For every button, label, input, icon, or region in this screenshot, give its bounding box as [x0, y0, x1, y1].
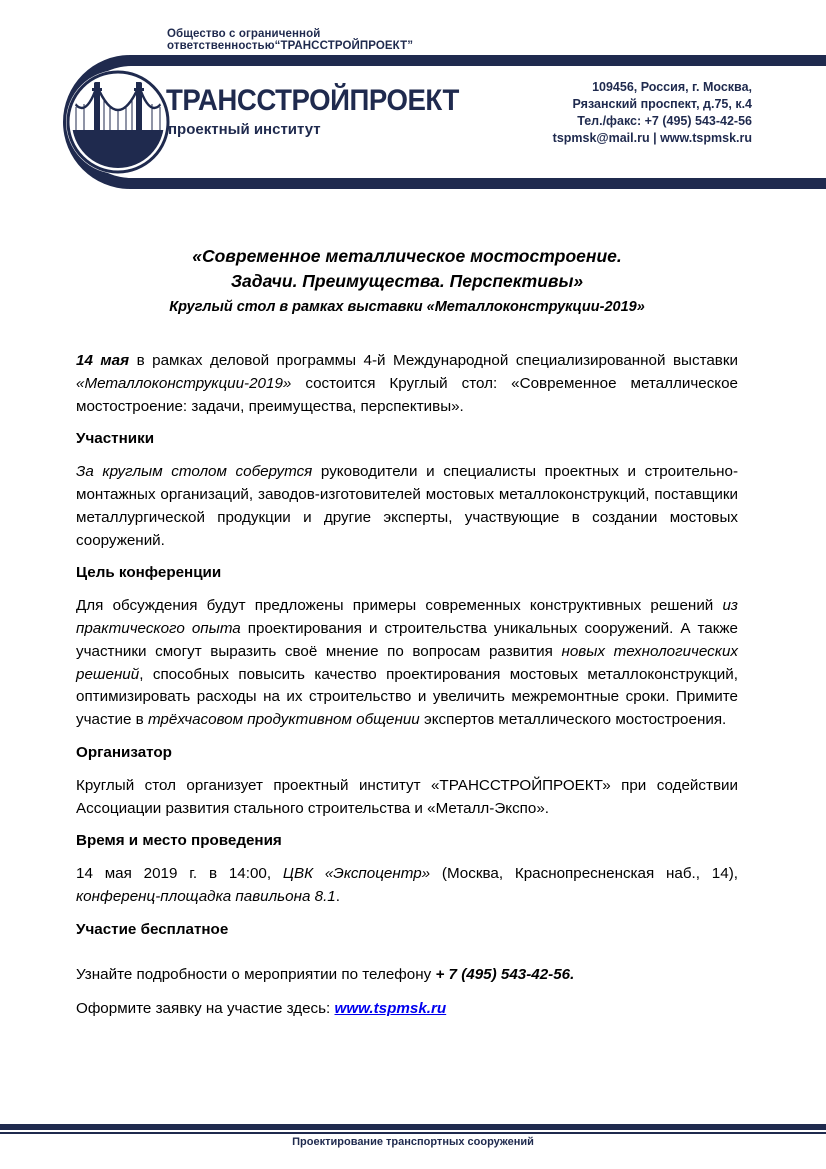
goal-text-3: , способных повысить качество проектирования мостовых металлоконструкций, оптимизировать расходы на их строительство и увеличить межремонтные сроки. Примите участие в	[76, 665, 738, 729]
goal-text-2: проектирования и строительства уникальных сооружений. А также участники смогут выразить своё мнение по вопросам развития	[76, 619, 738, 660]
venue-heading: Время и место проведения	[76, 832, 282, 850]
title-line-2: Задачи. Преимущества. Перспективы»	[230, 271, 584, 291]
brand-subtitle: проектный институт	[168, 121, 321, 138]
goal-italic-1: из практического опыта	[76, 597, 738, 637]
venue-text-3: .	[335, 887, 340, 905]
separator: |	[653, 131, 657, 145]
footer-rule-thin	[0, 1132, 826, 1134]
participants-lead: За круглым столом соберутся	[76, 463, 313, 481]
intro-paragraph	[76, 350, 738, 418]
email-web-line	[553, 130, 752, 147]
bridge-logo-icon	[66, 72, 170, 176]
goal-italic-2: новых технологических решений	[76, 642, 738, 683]
contact-block	[553, 79, 752, 147]
venue-italic-1: ЦВК «Экспоцентр»	[282, 865, 431, 883]
goal-heading: Цель конференции	[76, 564, 222, 582]
event-phone: + 7 (495) 543-42-56.	[435, 965, 575, 983]
venue-text-2: (Москва, Краснопресненская наб., 14),	[430, 865, 738, 883]
free-heading: Участие бесплатное	[76, 920, 229, 938]
title-block	[76, 244, 738, 320]
intro-text-1: в рамках деловой программы 4-й Международной специализированной выставки	[129, 352, 738, 369]
register-link[interactable]: www.tspmsk.ru	[334, 1000, 447, 1018]
intro-date: 14 мая	[76, 352, 130, 369]
website-link[interactable]: www.tspmsk.ru	[660, 131, 752, 145]
subtitle: Круглый стол в рамках выставки «Металлоконструкции-2019»	[169, 299, 645, 315]
goal-text-1: Для обсуждения будут предложены примеры современных конструктивных решений	[76, 597, 723, 615]
footer-text: Проектирование транспортных сооружений	[292, 1136, 534, 1148]
register-text: Оформите заявку на участие здесь:	[76, 1000, 335, 1018]
participants-paragraph	[76, 461, 738, 552]
company-full-name: Общество с ограниченной ответственностью“ТРАНССТРОЙПРОЕКТ”	[167, 28, 414, 52]
venue-paragraph	[76, 863, 738, 909]
participants-text: руководители и специалисты проектных и строительно-монтажных организаций, заводов-изготовителей мостовых металлоконструкций, поставщики металлургической продукции и другие эксперты, участвующие в создании мостовых сооружений.	[76, 463, 738, 549]
intro-text-2: состоится Круглый стол: «Современное металлическое мостостроение: задачи, преимущества, перспективы».	[76, 374, 738, 415]
title-line-1: «Современное металлическое мостостроение.	[192, 246, 622, 266]
goal-italic-3: трёхчасовом продуктивном общении	[147, 711, 420, 729]
address-line-1: 109456, Россия, г. Москва,	[592, 80, 752, 94]
email-link[interactable]: tspmsk@mail.ru	[552, 131, 650, 145]
footer-rule-thick	[0, 1124, 826, 1130]
organizer-paragraph: Круглый стол организует проектный институт «ТРАНССТРОЙПРОЕКТ» при содействии Ассоциации развития стального строительства и «Металл-Экспо».	[76, 776, 738, 817]
goal-text-4: экспертов металлического мостостроения.	[419, 711, 727, 729]
address-line-2: Рязанский проспект, д.75, к.4	[572, 97, 752, 111]
exhibition-name: «Металлоконструкции-2019»	[76, 374, 292, 392]
brand-name: ТРАНССТРОЙПРОЕКТ	[166, 84, 459, 117]
venue-text-1: 14 мая 2019 г. в 14:00,	[76, 865, 283, 883]
goal-paragraph	[76, 595, 738, 732]
participants-heading: Участники	[76, 430, 155, 448]
document-body	[76, 350, 738, 1021]
register-paragraph	[76, 998, 738, 1021]
phone-text: Узнайте подробности о мероприятии по телефону	[76, 965, 436, 983]
venue-italic-2: конференц-площадка павильона 8.1	[76, 887, 336, 905]
phone-line: Тел./факс: +7 (495) 543-42-56	[577, 114, 752, 128]
organizer-heading: Организатор	[76, 743, 172, 761]
phone-paragraph	[76, 964, 738, 987]
